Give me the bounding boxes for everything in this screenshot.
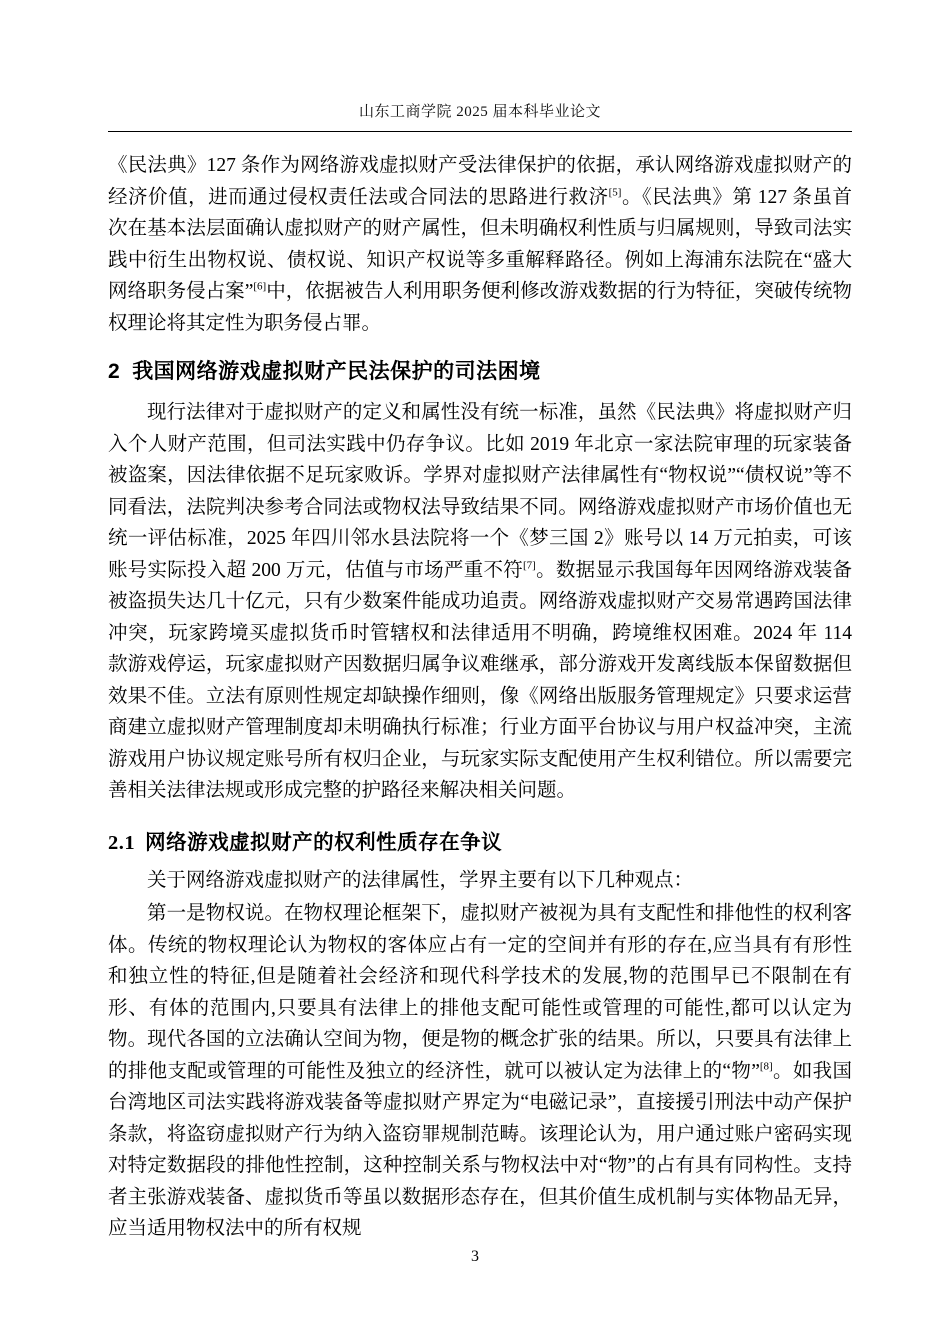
paragraph-1-part-a: 《民法典》127 条作为网络游戏虚拟财产受法律保护的依据，承认网络游戏虚拟财产的经济价值，进而通过侵权责任法或合同法的思路进行救济 xyxy=(108,155,852,208)
paragraph-2-part-a: 现行法律对于虚拟财产的定义和属性没有统一标准，虽然《民法典》将虚拟财产归入个人财产范围，但司法实践中仍存争议。比如 2019 年北京一家法院审理的玩家装备被盗案，因法律依据不足玩家败诉。学界对虚拟财产法律属性有“物权说”“债权说”等不同看法，法院判决参考合同法或物权法导致结果不同。网络游戏虚拟财产市场价值也无统一评估标准，2025 年四川邻水县法院将一个《梦三国 2》账号以 14 万元拍卖，可该账号实际投入超 200 万元，估值与市场严重不符 xyxy=(108,402,852,581)
section-heading-2 xyxy=(108,355,852,385)
section-heading-2-1-number: 2.1 xyxy=(108,831,136,854)
paragraph-4-part-a: 第一是物权说。在物权理论框架下，虚拟财产被视为具有支配性和排他性的权利客体。传统的物权理论认为物权的客体应占有一定的空间并有形的存在,应当具有有形性和独立性的特征,但是随着社会经济和现代科学技术的发展,物的范围早已不限制在有形、有体的范围内,只要具有法律上的排他支配可能性或管理的可能性,都可以认定为物。现代各国的立法确认空间为物，便是物的概念扩张的结果。所以，只要具有法律上的排他支配或管理的可能性及独立的经济性，就可以被认定为法律上的“物” xyxy=(108,903,852,1082)
paragraph-4-part-b: 。如我国台湾地区司法实践将游戏装备等虚拟财产界定为“电磁记录”，直接援引刑法中动产保护条款，将盗窃虚拟财产行为纳入盗窃罪规制范畴。该理论认为，用户通过账户密码实现对特定数据段的排他性控制，这种控制关系与物权法中对“物”的占有具有同构性。支持者主张游戏装备、虚拟货币等虽以数据形态存在，但其价值生成机制与实体物品无异，应当适用物权法中的所有权规 xyxy=(108,1060,852,1239)
header-divider xyxy=(108,131,852,132)
section-heading-2-1-text: 网络游戏虚拟财产的权利性质存在争议 xyxy=(145,831,503,854)
footnote-ref-5: [5] xyxy=(608,186,622,198)
paragraph-2-part-b: 。数据显示我国每年因网络游戏装备被盗损失达几十亿元，只有少数案件能成功追责。网络游戏虚拟财产交易常遇跨国法律冲突，玩家跨境买虚拟货币时管辖权和法律适用不明确，跨境维权困难。2024 年 114 款游戏停运，玩家虚拟财产因数据归属争议难继承，部分游戏开发离线版本保留数据但效果不佳。立法有原则性规定却缺操作细则，像《网络出版服务管理规定》只要求运营商建立虚拟财产管理制度却未明确执行标准；行业方面平台协议与用户权益冲突，主流游戏用户协议规定账号所有权归企业，与玩家实际支配使用产生权利错位。所以需要完善相关法律法规或形成完整的护路径来解决相关问题。 xyxy=(108,559,852,801)
paragraph-1-part-c: 中，依据被告人利用职务便利修改游戏数据的行为特征，突破传统物权理论将其定性为职务侵占罪。 xyxy=(108,281,852,334)
page-number: 3 xyxy=(471,1248,479,1265)
page-content xyxy=(108,100,852,1247)
footnote-ref-8: [8] xyxy=(759,1060,773,1072)
paragraph-1 xyxy=(108,150,852,339)
footnote-ref-6: [6] xyxy=(253,280,267,293)
paragraph-4 xyxy=(108,898,852,1245)
section-heading-2-text: 我国网络游戏虚拟财产民法保护的司法困境 xyxy=(132,360,541,383)
footnote-ref-7: [7] xyxy=(522,559,536,571)
running-header xyxy=(108,100,852,129)
paragraph-1-part-b: 。《民法典》第 127 条虽首次在基本法层面确认虚拟财产的财产属性，但未明确权利性质与归属规则，导致司法实践中衍生出物权说、债权说、知识产权说等多重解释路径。例如上海浦东法院在“盛大网络职务侵占案” xyxy=(108,186,852,302)
section-heading-2-1 xyxy=(108,825,852,855)
paragraph-3: 关于网络游戏虚拟财产的法律属性，学界主要有以下几种观点： xyxy=(147,869,694,891)
paragraph-2 xyxy=(108,397,852,807)
running-header-text: 山东工商学院 2025 届本科毕业论文 xyxy=(358,104,601,120)
section-heading-2-number: 2 xyxy=(108,360,121,383)
